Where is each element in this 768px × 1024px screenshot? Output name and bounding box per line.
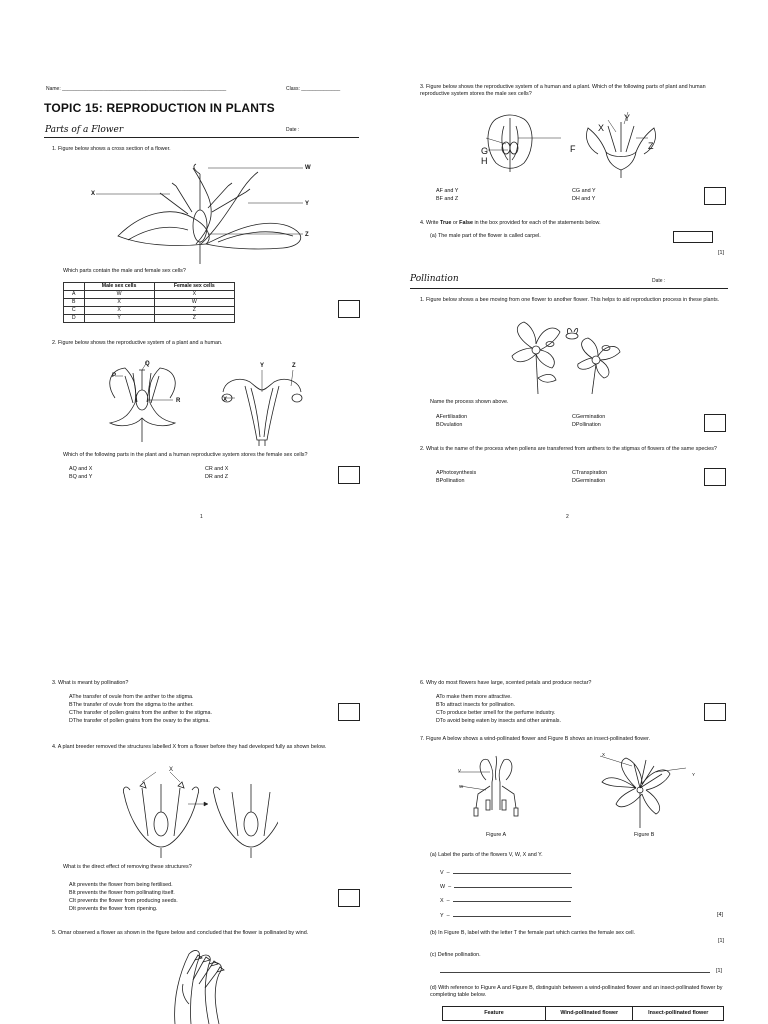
option-letter: A xyxy=(436,470,440,476)
answer-line-v[interactable] xyxy=(453,867,571,874)
table-header-wind: Wind-pollinated flower xyxy=(546,1007,633,1021)
label-f: F xyxy=(570,144,576,154)
answer-box-pollination-q1[interactable] xyxy=(704,414,726,432)
option-c xyxy=(572,414,605,421)
option-a xyxy=(69,466,92,473)
question-5-text: 5. Omar observed a flower as shown in the figure below and concluded that the flower is pollinated by wind. xyxy=(52,930,309,936)
blank-dash: – xyxy=(446,913,450,919)
pollination-comparison-table xyxy=(442,1006,724,1021)
option-text: The transfer of ovule from the anther to the stigma. xyxy=(72,694,194,700)
table-cell: W xyxy=(154,299,234,307)
option-d xyxy=(69,906,157,913)
option-text: H and Y xyxy=(575,196,596,202)
option-text: R and Z xyxy=(208,474,229,480)
question-3-text: 3. Figure below shows the reproductive system of a human and a plant. Which of the following parts of plant and human reproductive system stores the male sex cells? xyxy=(420,84,706,98)
worksheet-page-3 xyxy=(0,512,384,1024)
human-reproductive-figure xyxy=(215,362,310,447)
wind-flower-figure xyxy=(165,944,240,1024)
page-number: 1 xyxy=(200,514,203,520)
option-a xyxy=(436,188,458,195)
option-letter: A xyxy=(436,188,440,194)
option-c xyxy=(69,898,178,905)
blank-letter: Y xyxy=(440,913,444,919)
option-b xyxy=(436,422,462,429)
option-letter: C xyxy=(436,710,440,716)
bee-pollination-figure xyxy=(502,318,632,396)
table-cell: Y xyxy=(84,315,154,323)
option-letter: D xyxy=(69,906,73,912)
insect-pollinated-flower-figure-b xyxy=(596,748,696,828)
question-7-text: 7. Figure A below shows a wind-pollinated flower and Figure B shows an insect-pollinated flower. xyxy=(420,736,651,742)
option-text: It prevents the flower from ripening. xyxy=(72,906,158,912)
answer-line-w[interactable] xyxy=(454,881,572,888)
pollination-q1-text: 1. Figure below shows a bee moving from one flower to another flower. This helps to aid reproduction process in these plants. xyxy=(420,297,720,303)
label-x-human: X xyxy=(223,397,228,403)
option-letter: D xyxy=(572,422,576,428)
option-a xyxy=(436,694,512,701)
answer-line-define-pollination[interactable] xyxy=(440,966,710,973)
table-cell: Z xyxy=(154,307,234,315)
answer-box-q4[interactable] xyxy=(338,889,360,907)
option-text: Q and X xyxy=(72,466,93,472)
option-letter: C xyxy=(69,710,73,716)
sex-cells-table xyxy=(63,282,235,323)
worksheet-page-2 xyxy=(384,0,768,520)
table-cell: D xyxy=(64,315,85,323)
option-letter: D xyxy=(205,474,209,480)
option-text: R and X xyxy=(208,466,229,472)
option-letter: C xyxy=(205,466,209,472)
label-x: X xyxy=(169,767,174,773)
answer-box-q3[interactable] xyxy=(704,187,726,205)
option-text: Germination xyxy=(575,478,606,484)
label-h: H xyxy=(481,156,488,166)
answer-box-q2[interactable] xyxy=(338,466,360,484)
table-header-cell: Male sex cells xyxy=(84,283,154,291)
option-letter: D xyxy=(436,718,440,724)
table-header-cell xyxy=(64,283,85,291)
option-a xyxy=(436,414,467,421)
option-letter: C xyxy=(572,414,576,420)
label-y: Y xyxy=(305,201,310,207)
question-3-text: 3. What is meant by pollination? xyxy=(52,680,129,686)
option-text: The transfer of pollen grains from the ovary to the stigma. xyxy=(72,718,210,724)
label-x: X xyxy=(91,191,96,197)
table-cell: X xyxy=(84,299,154,307)
option-text: Transpiration xyxy=(575,470,608,476)
table-cell: X xyxy=(154,291,234,299)
option-text: It prevents the flower from pollinating itself. xyxy=(72,890,175,896)
option-c xyxy=(205,466,228,473)
table-cell: W xyxy=(84,291,154,299)
blank-x-row xyxy=(440,895,571,905)
question-4-prompt: What is the direct effect of removing these structures? xyxy=(63,864,192,870)
option-text: F and Z xyxy=(439,196,459,202)
option-letter: D xyxy=(572,196,576,202)
table-cell: B xyxy=(64,299,85,307)
question-1-text: 1. Figure below shows a cross section of a flower. xyxy=(52,146,171,152)
section-divider xyxy=(44,137,359,138)
answer-box-pollination-q2[interactable] xyxy=(704,468,726,486)
label-y-plant: Y xyxy=(624,113,631,123)
option-b xyxy=(436,196,458,203)
option-c xyxy=(69,710,212,717)
question-7a-prompt: (a) Label the parts of the flowers V, W, X and Y. xyxy=(430,852,543,858)
question-1-prompt: Which parts contain the male and female sex cells? xyxy=(63,268,186,274)
question-4-text xyxy=(420,220,601,227)
mark-q4a: [1] xyxy=(718,250,724,256)
q4-text-post: in the box provided for each of the statements below. xyxy=(472,220,601,226)
lily-cross-section-figure xyxy=(88,156,328,266)
blank-v-row xyxy=(440,867,571,877)
question-7d-prompt: (d) With reference to Figure A and Figure B, distinguish between a wind-pollinated flower and an insect-pollinated flower by completing table below. xyxy=(430,985,723,999)
option-text: Q and Y xyxy=(72,474,93,480)
label-z: Z xyxy=(305,232,309,238)
option-b xyxy=(436,478,464,485)
label-w: W xyxy=(305,165,311,171)
option-text: Ovulation xyxy=(439,422,463,428)
true-false-box[interactable] xyxy=(673,231,713,243)
option-text: Fertilisation xyxy=(439,414,468,420)
question-6-text: 6. Why do most flowers have large, scented petals and produce nectar? xyxy=(420,680,592,686)
mark-q7c: [1] xyxy=(716,968,722,974)
option-c xyxy=(572,470,607,477)
question-7b-prompt: (b) In Figure B, label with the letter T the female part which carries the female sex cell. xyxy=(430,930,636,936)
blank-letter: W xyxy=(440,884,446,890)
option-text: To make them more attractive. xyxy=(439,694,512,700)
option-text: It prevents the flower from being fertilised. xyxy=(72,882,173,888)
table-row xyxy=(64,307,235,315)
pollination-q2-text: 2. What is the name of the process when pollens are transferred from anthers to the stigmas of flowers of the same species? xyxy=(420,446,717,452)
date-label: Date : xyxy=(652,278,666,284)
table-cell: Z xyxy=(154,315,234,323)
table-cell: C xyxy=(64,307,85,315)
label-z-plant: Z xyxy=(648,141,654,151)
worksheet-page-4 xyxy=(384,512,768,1024)
option-letter: B xyxy=(436,478,440,484)
option-letter: B xyxy=(436,702,440,708)
question-4a-text: (a) The male part of the flower is called carpel. xyxy=(430,233,541,239)
page-number: 2 xyxy=(566,514,569,520)
answer-box-q1[interactable] xyxy=(338,300,360,318)
option-text: Photosynthesis xyxy=(439,470,477,476)
blank-dash: – xyxy=(446,870,450,876)
name-field-line xyxy=(46,86,226,93)
option-letter: A xyxy=(69,466,73,472)
option-letter: B xyxy=(436,196,440,202)
question-7c-prompt: (c) Define pollination. xyxy=(430,952,481,958)
option-d xyxy=(436,718,561,725)
label-y: Y xyxy=(692,772,696,777)
table-cell: X xyxy=(84,307,154,315)
date-label: Date : xyxy=(286,127,300,133)
table-header-row xyxy=(64,283,235,291)
option-d xyxy=(205,474,228,481)
question-2-text: 2. Figure below shows the reproductive system of a plant and a human. xyxy=(52,340,223,346)
option-d xyxy=(69,718,210,725)
q4-true-word: True xyxy=(439,220,452,226)
section-title-parts-of-flower: Parts of a Flower xyxy=(45,125,124,135)
label-p: P xyxy=(112,373,117,379)
blank-letter: X xyxy=(440,898,444,904)
option-letter: A xyxy=(436,414,440,420)
option-d xyxy=(572,196,595,203)
label-y-human: Y xyxy=(260,363,265,369)
option-c xyxy=(572,188,596,195)
worksheet-page-1 xyxy=(0,0,384,520)
label-x: X xyxy=(602,752,606,757)
label-r: R xyxy=(176,398,181,404)
class-label: Class: ______________ xyxy=(286,86,341,92)
option-letter: A xyxy=(69,694,73,700)
mark-q7a: [4] xyxy=(717,912,723,918)
option-text: To attract insects for pollination. xyxy=(439,702,516,708)
table-header-feature: Feature xyxy=(443,1007,546,1021)
blank-dash: – xyxy=(446,898,450,904)
label-w: W xyxy=(459,784,464,789)
q4-text-pre: 4. Write xyxy=(420,220,440,226)
option-text: The transfer of pollen grains from the anther to the stigma. xyxy=(72,710,212,716)
figure-b-caption: Figure B xyxy=(634,832,655,838)
section-divider xyxy=(410,288,728,289)
label-x-plant: X xyxy=(598,123,605,133)
option-text: The transfer of ovule from the stigma to the anther. xyxy=(72,702,194,708)
blank-dash: – xyxy=(448,884,452,890)
table-row xyxy=(64,315,235,323)
option-letter: C xyxy=(572,470,576,476)
mark-q7b: [1] xyxy=(718,938,724,944)
class-field-line xyxy=(286,86,340,93)
option-text: Pollination xyxy=(575,422,601,428)
option-letter: D xyxy=(69,718,73,724)
table-header-row xyxy=(443,1007,724,1021)
flower-stamens-removed-figure xyxy=(118,764,278,859)
label-q: Q xyxy=(145,361,150,367)
option-text: Pollination xyxy=(439,478,465,484)
topic-title: TOPIC 15: REPRODUCTION IN PLANTS xyxy=(44,101,275,115)
option-text: G and Y xyxy=(575,188,596,194)
option-letter: B xyxy=(69,474,73,480)
option-a xyxy=(436,470,476,477)
wind-pollinated-flower-figure-a xyxy=(456,750,541,820)
option-d xyxy=(572,478,605,485)
option-letter: B xyxy=(69,890,73,896)
table-cell: A xyxy=(64,291,85,299)
option-c xyxy=(436,710,555,717)
option-a xyxy=(69,694,194,701)
blank-letter: V xyxy=(440,870,444,876)
q4-text-mid: or xyxy=(451,220,460,226)
option-text: To avoid being eaten by insects and other animals. xyxy=(439,718,561,724)
option-a xyxy=(69,882,173,889)
option-letter: B xyxy=(436,422,440,428)
option-d xyxy=(572,422,601,429)
question-4-text: 4. A plant breeder removed the structures labelled X from a flower before they had developed fully as shown below. xyxy=(52,744,327,750)
q4-false-word: False xyxy=(459,220,473,226)
label-z-human: Z xyxy=(292,363,296,369)
option-letter: D xyxy=(572,478,576,484)
label-g: G xyxy=(481,146,489,156)
blank-y-row xyxy=(440,910,571,920)
label-v: V xyxy=(458,768,462,773)
table-row xyxy=(64,299,235,307)
answer-box-q3[interactable] xyxy=(338,703,360,721)
option-text: Germination xyxy=(575,414,606,420)
answer-line-y[interactable] xyxy=(453,910,571,917)
option-letter: B xyxy=(69,702,73,708)
option-letter: C xyxy=(572,188,576,194)
option-b xyxy=(69,474,92,481)
option-text: To produce better smell for the perfume industry. xyxy=(439,710,556,716)
option-letter: C xyxy=(69,898,73,904)
option-letter: A xyxy=(69,882,73,888)
blank-w-row xyxy=(440,881,572,891)
section-title-pollination: Pollination xyxy=(410,274,459,284)
option-b xyxy=(436,702,515,709)
option-b xyxy=(69,702,194,709)
answer-line-x[interactable] xyxy=(453,895,571,902)
option-letter: A xyxy=(436,694,440,700)
table-header-insect: Insect-pollinated flower xyxy=(633,1007,724,1021)
option-text: F and Y xyxy=(439,188,459,194)
option-b xyxy=(69,890,175,897)
table-row xyxy=(64,291,235,299)
answer-box-q6[interactable] xyxy=(704,703,726,721)
name-label: Name: ___________________________________________________________ xyxy=(46,86,227,92)
table-header-cell: Female sex cells xyxy=(154,283,234,291)
figure-a-caption: Figure A xyxy=(486,832,507,838)
pollination-q1-prompt: Name the process shown above. xyxy=(430,399,509,405)
option-text: It prevents the flower from producing seeds. xyxy=(72,898,178,904)
question-2-prompt: Which of the following parts in the plant and a human reproductive system stores the female sex cells? xyxy=(63,452,308,458)
